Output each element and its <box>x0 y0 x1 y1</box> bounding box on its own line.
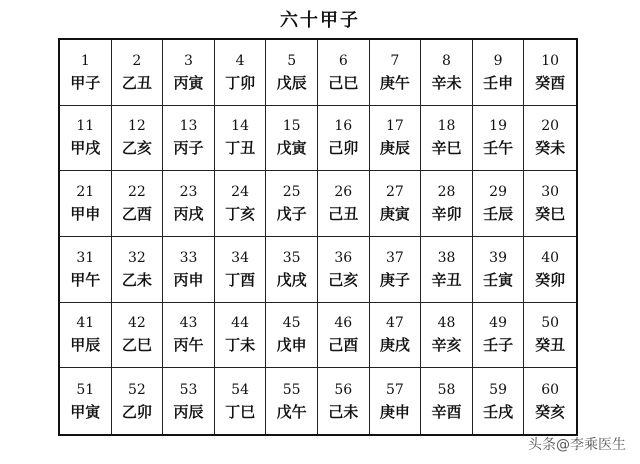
cell-ganzhi: 乙巳 <box>121 336 152 355</box>
cell-ganzhi: 己卯 <box>328 139 359 158</box>
table-cell <box>524 106 576 172</box>
cell-ganzhi: 癸卯 <box>535 270 566 289</box>
cell-ganzhi: 癸巳 <box>535 205 566 224</box>
cell-number: 60 <box>541 381 560 398</box>
cell-number: 50 <box>541 315 560 332</box>
cell-ganzhi: 丁巳 <box>225 402 256 421</box>
table-cell <box>215 40 267 106</box>
cell-ganzhi: 丁卯 <box>225 73 256 92</box>
cell-ganzhi: 壬子 <box>483 336 514 355</box>
table-cell <box>60 171 112 237</box>
cell-ganzhi: 庚戌 <box>379 336 410 355</box>
table-cell <box>524 237 576 303</box>
cell-ganzhi: 辛巳 <box>431 139 462 158</box>
cell-ganzhi: 乙卯 <box>121 402 152 421</box>
cell-number: 36 <box>334 249 353 266</box>
table-cell <box>473 106 525 172</box>
table-cell <box>112 368 164 434</box>
cell-number: 7 <box>390 52 400 69</box>
cell-number: 26 <box>334 184 353 201</box>
cell-ganzhi: 癸丑 <box>535 336 566 355</box>
cell-number: 32 <box>127 249 146 266</box>
cell-ganzhi: 辛丑 <box>431 270 462 289</box>
table-cell <box>370 171 422 237</box>
cell-ganzhi: 辛未 <box>431 73 462 92</box>
cell-ganzhi: 丙申 <box>173 270 204 289</box>
table-cell <box>163 106 215 172</box>
cell-number: 43 <box>179 315 198 332</box>
table-cell <box>421 303 473 369</box>
cell-number: 9 <box>493 52 503 69</box>
cell-ganzhi: 庚申 <box>379 402 410 421</box>
cell-ganzhi: 甲午 <box>70 270 101 289</box>
cell-number: 30 <box>541 184 560 201</box>
table-cell <box>215 368 267 434</box>
cell-number: 14 <box>231 118 249 135</box>
cell-number: 45 <box>282 315 301 332</box>
table-cell <box>266 40 318 106</box>
table-cell <box>215 171 267 237</box>
cell-ganzhi: 己巳 <box>328 73 359 92</box>
table-cell <box>215 237 267 303</box>
table-cell <box>163 40 215 106</box>
cell-ganzhi: 戊午 <box>276 402 307 421</box>
cell-ganzhi: 丙子 <box>173 139 204 158</box>
cell-ganzhi: 戊寅 <box>276 139 307 158</box>
cell-ganzhi: 甲戌 <box>70 139 101 158</box>
cell-ganzhi: 癸未 <box>535 139 566 158</box>
table-cell <box>112 106 164 172</box>
cell-number: 3 <box>184 52 193 69</box>
cell-number: 57 <box>385 381 404 398</box>
cell-ganzhi: 庚辰 <box>379 139 410 158</box>
cell-number: 53 <box>179 381 198 398</box>
table-cell <box>163 368 215 434</box>
cell-ganzhi: 己未 <box>328 402 359 421</box>
cell-number: 12 <box>127 118 146 135</box>
cell-number: 44 <box>231 315 249 332</box>
table-cell <box>60 40 112 106</box>
table-cell <box>266 106 318 172</box>
cell-number: 21 <box>76 184 95 201</box>
cell-ganzhi: 庚寅 <box>379 205 410 224</box>
cell-number: 51 <box>76 381 95 398</box>
table-cell <box>473 237 525 303</box>
cell-ganzhi: 壬午 <box>483 139 514 158</box>
table-cell <box>370 237 422 303</box>
cell-number: 37 <box>385 249 404 266</box>
cell-number: 35 <box>282 249 301 266</box>
cell-ganzhi: 壬戌 <box>483 402 514 421</box>
cell-number: 40 <box>541 249 560 266</box>
table-cell <box>524 40 576 106</box>
cell-number: 52 <box>127 381 146 398</box>
table-cell <box>370 368 422 434</box>
cell-ganzhi: 丙午 <box>173 336 204 355</box>
cell-number: 18 <box>437 118 456 135</box>
cell-ganzhi: 癸亥 <box>535 402 566 421</box>
cell-number: 41 <box>76 315 95 332</box>
cell-ganzhi: 乙未 <box>121 270 152 289</box>
cell-number: 54 <box>231 381 249 398</box>
cell-number: 15 <box>282 118 301 135</box>
cell-ganzhi: 丙辰 <box>173 402 204 421</box>
table-cell <box>421 106 473 172</box>
cell-number: 38 <box>437 249 456 266</box>
table-cell <box>112 237 164 303</box>
cell-ganzhi: 乙酉 <box>121 205 152 224</box>
table-cell <box>266 368 318 434</box>
table-cell <box>421 237 473 303</box>
table-cell <box>112 171 164 237</box>
cell-number: 46 <box>334 315 353 332</box>
table-cell <box>163 237 215 303</box>
table-cell <box>318 303 370 369</box>
table-cell <box>318 106 370 172</box>
table-cell <box>318 171 370 237</box>
cell-ganzhi: 辛卯 <box>431 205 462 224</box>
cell-number: 39 <box>489 249 507 266</box>
cell-ganzhi: 戊申 <box>276 336 307 355</box>
cell-number: 8 <box>442 52 451 69</box>
sexagenary-cycle-table <box>58 38 578 436</box>
cell-number: 28 <box>437 184 456 201</box>
table-cell <box>524 368 576 434</box>
cell-ganzhi: 丁未 <box>225 336 256 355</box>
cell-number: 25 <box>282 184 301 201</box>
table-cell <box>215 106 267 172</box>
table-cell <box>421 368 473 434</box>
table-cell <box>421 40 473 106</box>
table-cell <box>266 237 318 303</box>
cell-number: 2 <box>132 52 142 69</box>
cell-ganzhi: 庚午 <box>379 73 410 92</box>
table-cell <box>60 237 112 303</box>
cell-number: 13 <box>179 118 198 135</box>
cell-number: 56 <box>334 381 353 398</box>
table-cell <box>266 171 318 237</box>
cell-ganzhi: 丙戌 <box>173 205 204 224</box>
cell-number: 47 <box>385 315 404 332</box>
cell-number: 34 <box>231 249 249 266</box>
cell-number: 42 <box>127 315 146 332</box>
cell-ganzhi: 壬辰 <box>483 205 514 224</box>
cell-ganzhi: 戊辰 <box>276 73 307 92</box>
cell-number: 55 <box>282 381 301 398</box>
cell-ganzhi: 辛酉 <box>431 402 462 421</box>
cell-ganzhi: 甲子 <box>70 73 101 92</box>
cell-number: 58 <box>437 381 456 398</box>
cell-number: 20 <box>541 118 560 135</box>
cell-ganzhi: 戊子 <box>276 205 307 224</box>
table-cell <box>473 171 525 237</box>
table-cell <box>473 368 525 434</box>
cell-number: 17 <box>385 118 404 135</box>
cell-ganzhi: 己亥 <box>328 270 359 289</box>
table-cell <box>60 106 112 172</box>
cell-number: 6 <box>338 52 348 69</box>
cell-number: 22 <box>127 184 146 201</box>
table-cell <box>163 303 215 369</box>
cell-number: 59 <box>489 381 507 398</box>
cell-ganzhi: 甲辰 <box>70 336 101 355</box>
cell-ganzhi: 庚子 <box>379 270 410 289</box>
cell-ganzhi: 丁酉 <box>225 270 256 289</box>
table-cell <box>370 303 422 369</box>
table-cell <box>60 368 112 434</box>
watermark: 头条@李乘医生 <box>528 437 626 453</box>
table-cell <box>370 40 422 106</box>
cell-number: 48 <box>437 315 456 332</box>
table-cell <box>112 40 164 106</box>
cell-ganzhi: 丁亥 <box>225 205 256 224</box>
table-cell <box>524 171 576 237</box>
cell-number: 33 <box>179 249 198 266</box>
cell-ganzhi: 辛亥 <box>431 336 462 355</box>
table-cell <box>266 303 318 369</box>
cell-number: 24 <box>231 184 249 201</box>
cell-number: 27 <box>385 184 404 201</box>
cell-ganzhi: 甲申 <box>70 205 101 224</box>
table-cell <box>60 303 112 369</box>
cell-number: 31 <box>76 249 95 266</box>
cell-number: 11 <box>76 118 95 135</box>
cell-number: 49 <box>489 315 507 332</box>
cell-ganzhi: 戊戌 <box>276 270 307 289</box>
table-cell <box>473 303 525 369</box>
cell-number: 10 <box>541 52 560 69</box>
cell-ganzhi: 乙丑 <box>121 73 152 92</box>
table-cell <box>215 303 267 369</box>
cell-number: 29 <box>489 184 507 201</box>
table-cell <box>524 303 576 369</box>
cell-ganzhi: 癸酉 <box>535 73 566 92</box>
cell-number: 19 <box>489 118 507 135</box>
cell-ganzhi: 丙寅 <box>173 73 204 92</box>
table-cell <box>112 303 164 369</box>
table-title: 六十甲子 <box>280 10 360 31</box>
table-cell <box>370 106 422 172</box>
cell-number: 16 <box>334 118 353 135</box>
cell-ganzhi: 壬申 <box>483 73 514 92</box>
table-cell <box>163 171 215 237</box>
table-cell <box>421 171 473 237</box>
table-cell <box>473 40 525 106</box>
table-cell <box>318 237 370 303</box>
cell-number: 1 <box>80 52 90 69</box>
cell-ganzhi: 壬寅 <box>483 270 514 289</box>
table-cell <box>318 40 370 106</box>
cell-ganzhi: 己丑 <box>328 205 359 224</box>
cell-ganzhi: 甲寅 <box>70 402 101 421</box>
cell-number: 23 <box>179 184 198 201</box>
cell-number: 4 <box>235 52 245 69</box>
cell-ganzhi: 乙亥 <box>121 139 152 158</box>
cell-ganzhi: 丁丑 <box>225 139 256 158</box>
table-cell <box>318 368 370 434</box>
cell-ganzhi: 己酉 <box>328 336 359 355</box>
cell-number: 5 <box>287 52 297 69</box>
